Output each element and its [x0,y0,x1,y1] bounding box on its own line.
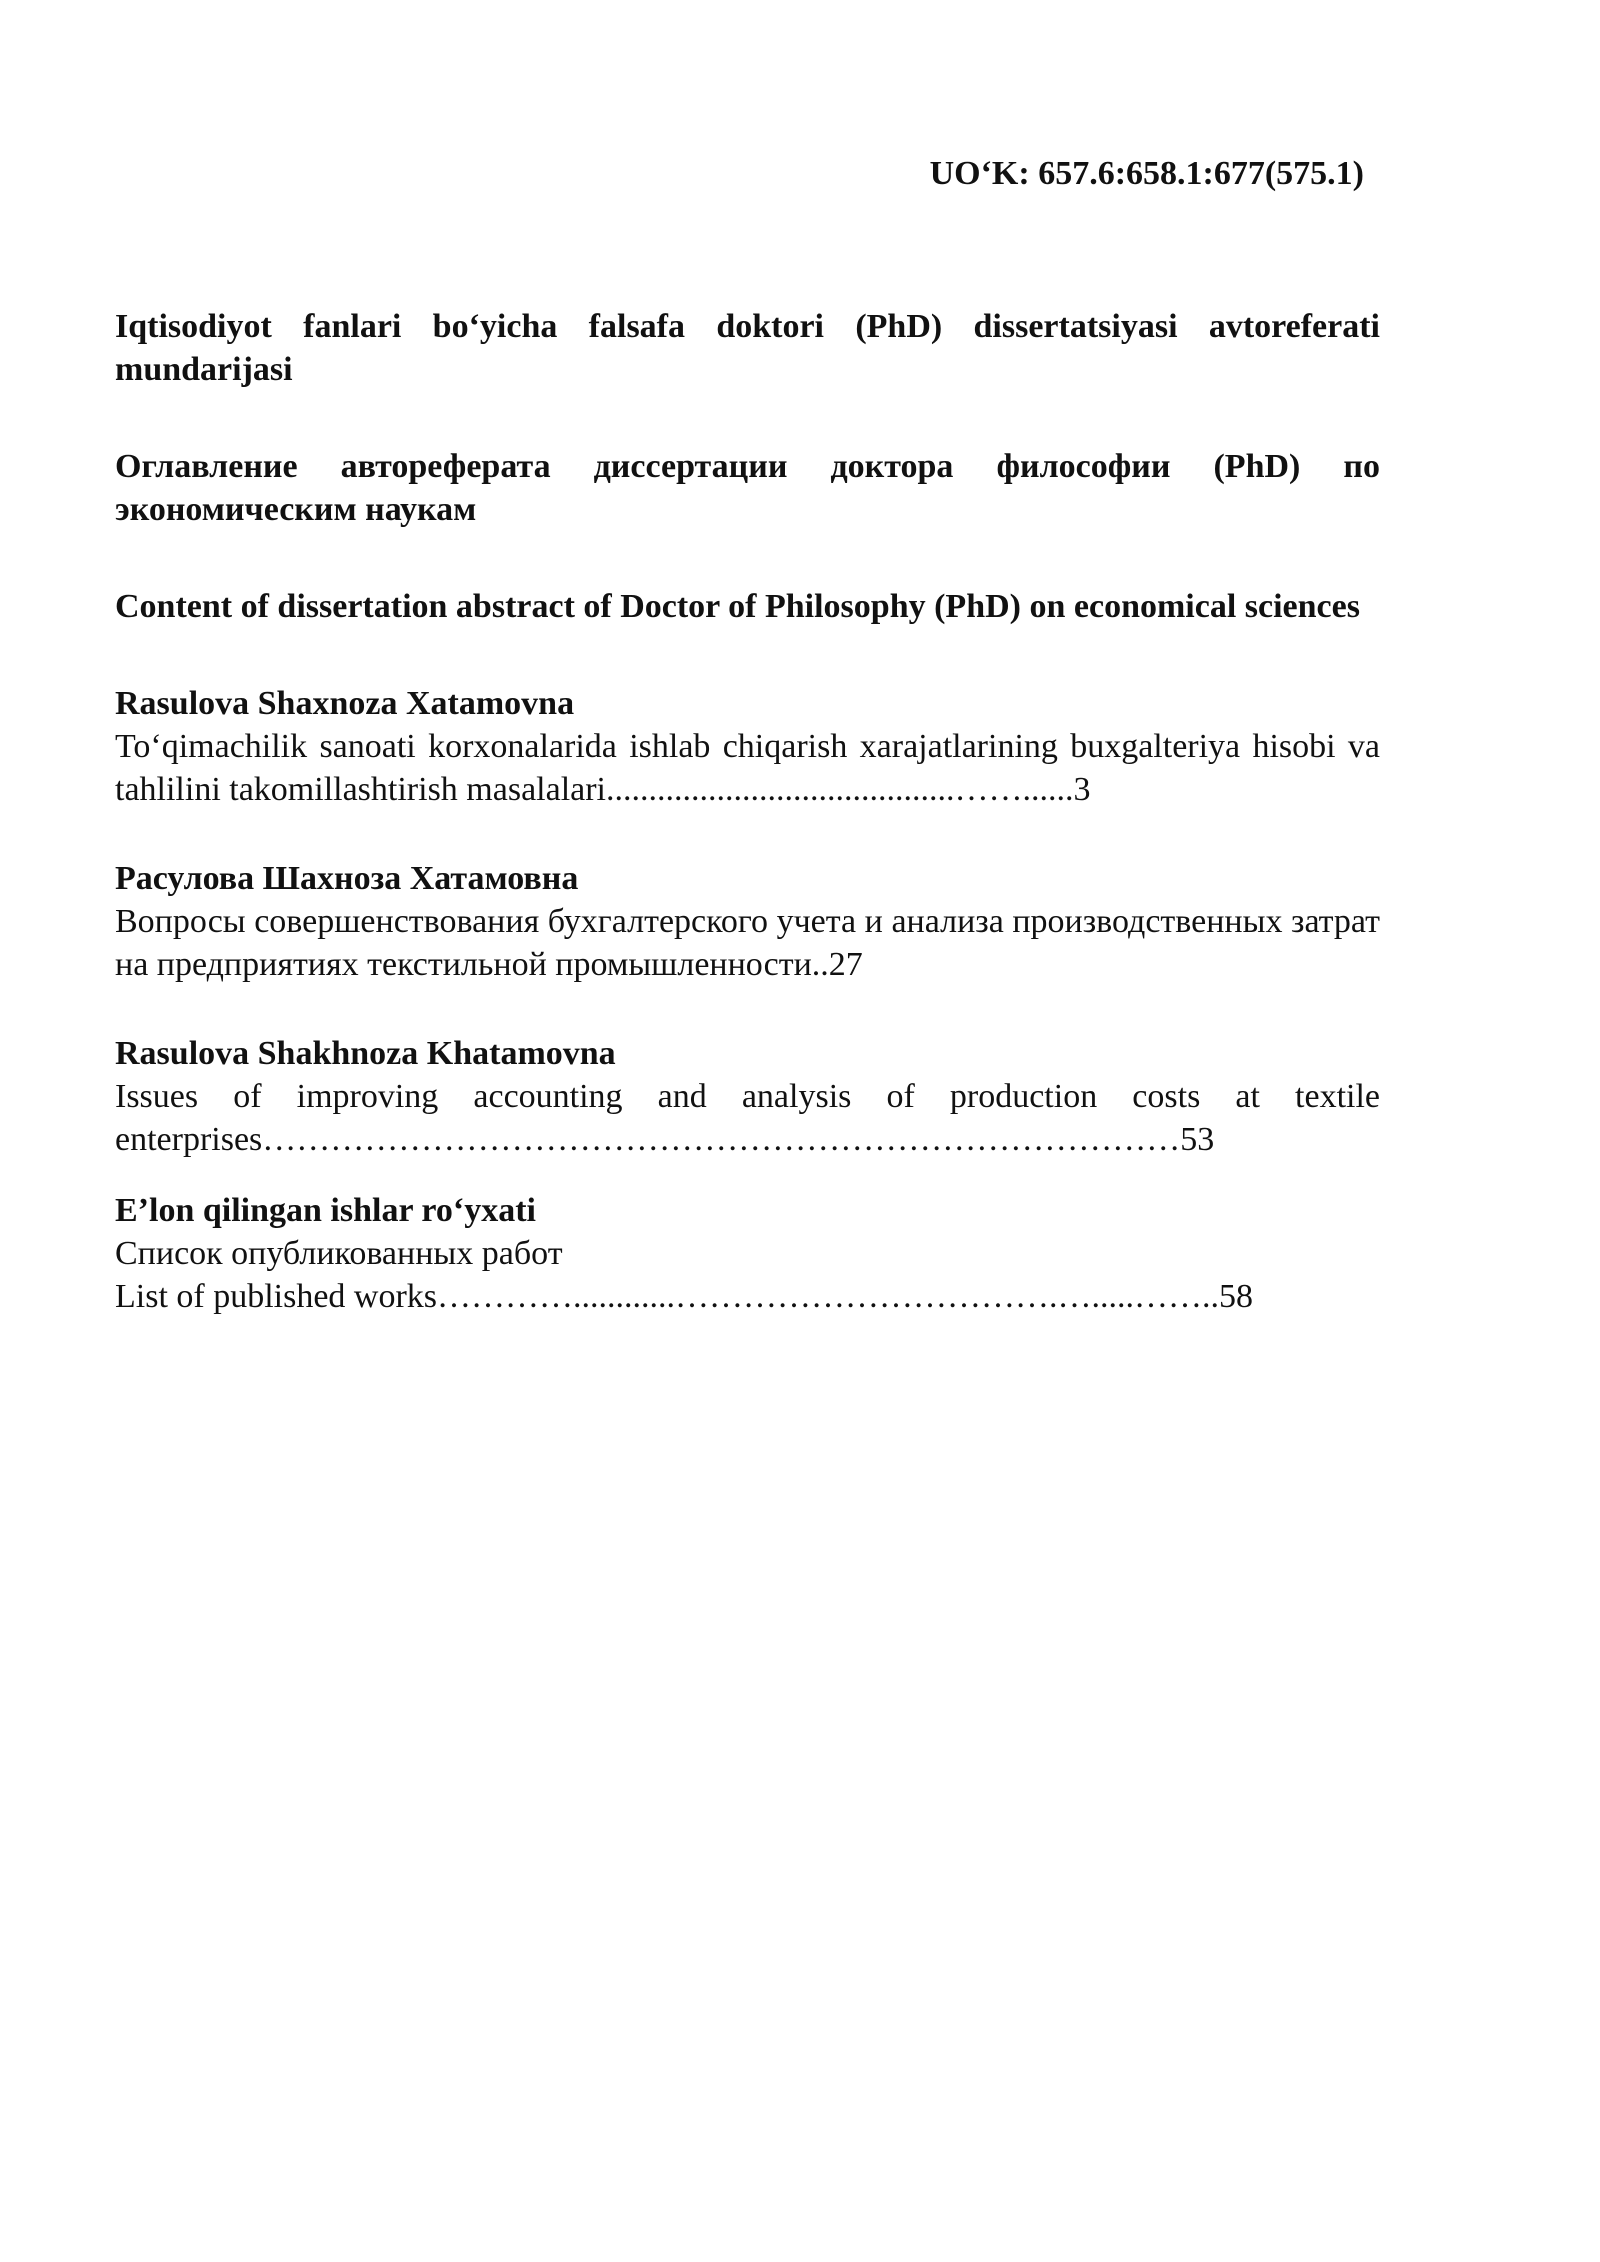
heading-english: Content of dissertation abstract of Doctor of Philosophy (PhD) on economical sciences [115,588,1360,625]
heading-russian: Оглавление автореферата диссертации доктора философии (PhD) по экономическим наукам [115,448,1380,528]
toc-entry-english [115,1032,1380,1161]
toc-entry-uzbek [115,682,1380,811]
published-works-english: List of published works…………............…………………………….….....……..58 [115,1278,1254,1315]
published-works-heading: E’lon qilingan ishlar ro‘yxati [115,1192,536,1229]
table-of-contents [115,305,1380,1364]
entry-author: Rasulova Shakhnoza Khatamovna [115,1035,616,1072]
entry-title: Issues of improving accounting and analysis of production costs at textile enterprises………………………………………………………………………53 [115,1078,1380,1158]
udc-code: UO‘K: 657.6:658.1:677(575.1) [929,155,1364,192]
toc-entry-russian [115,857,1380,986]
published-works-russian: Список опубликованных работ [115,1235,563,1272]
published-works-section [115,1189,1380,1318]
heading-uzbek: Iqtisodiyot fanlari bo‘yicha falsafa doktori (PhD) dissertatsiyasi avtoreferati mundarijasi [115,308,1380,388]
entry-author: Расулова Шахноза Хатамовна [115,860,579,897]
entry-author: Rasulova Shaxnoza Xatamovna [115,685,575,722]
entry-title: To‘qimachilik sanoati korxonalarida ishlab chiqarish xarajatlarining buxgalteriya hisobi va tahlilini takomillashtirish masalalari.........................................……......3 [115,728,1380,808]
entry-title: Вопросы совершенствования бухгалтерского учета и анализа производственных затрат на предприятиях текстильной промышленности..27 [115,903,1380,983]
